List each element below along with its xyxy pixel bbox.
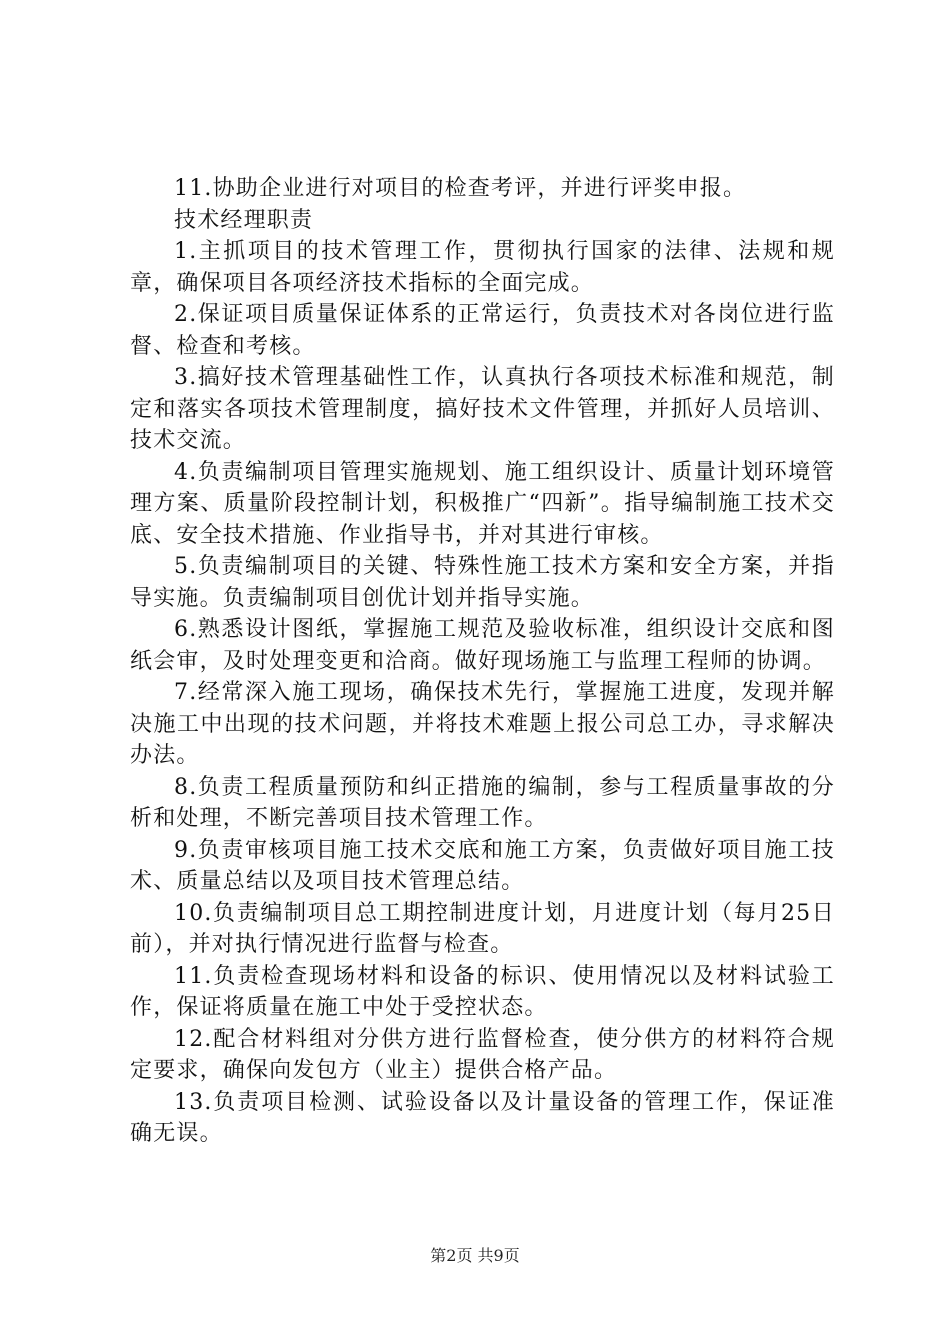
paragraph-duty-13: 13.负责项目检测、试验设备以及计量设备的管理工作，保证准确无误。 <box>130 1089 835 1146</box>
page-number-label: 第2页 共9页 <box>430 1246 520 1265</box>
page-footer <box>0 1243 950 1266</box>
paragraph-duty-7: 7.经常深入施工现场，确保技术先行，掌握施工进度，发现并解决施工中出现的技术问题，并将技术难题上报公司总工办，寻求解决办法。 <box>130 680 835 768</box>
paragraph-duty-3: 3.搞好技术管理基础性工作，认真执行各项技术标准和规范，制定和落实各项技术管理制度，搞好技术文件管理，并抓好人员培训、技术交流。 <box>130 365 835 453</box>
paragraph-duty-5: 5.负责编制项目的关键、特殊性施工技术方案和安全方案，并指导实施。负责编制项目创优计划并指导实施。 <box>130 554 835 611</box>
paragraph-duty-12: 12.配合材料组对分供方进行监督检查，使分供方的材料符合规定要求，确保向发包方（业主）提供合格产品。 <box>130 1026 835 1083</box>
document-body <box>130 173 835 1150</box>
paragraph-duty-4: 4.负责编制项目管理实施规划、施工组织设计、质量计划环境管理方案、质量阶段控制计划，积极推广“四新”。指导编制施工技术交底、安全技术措施、作业指导书，并对其进行审核。 <box>130 459 835 548</box>
paragraph-duty-2: 2.保证项目质量保证体系的正常运行，负责技术对各岗位进行监督、检查和考核。 <box>130 302 835 359</box>
paragraph-duty-11: 11.负责检查现场材料和设备的标识、使用情况以及材料试验工作，保证将质量在施工中处于受控状态。 <box>130 963 835 1020</box>
paragraph-duty-1: 1.主抓项目的技术管理工作，贯彻执行国家的法律、法规和规章，确保项目各项经济技术指标的全面完成。 <box>130 239 835 296</box>
section-heading: 技术经理职责 <box>174 207 314 233</box>
paragraph-duty-8: 8.负责工程质量预防和纠正措施的编制，参与工程质量事故的分析和处理，不断完善项目技术管理工作。 <box>130 774 835 831</box>
paragraph-duty-9: 9.负责审核项目施工技术交底和施工方案，负责做好项目施工技术、质量总结以及项目技术管理总结。 <box>130 837 835 894</box>
paragraph-duty-6: 6.熟悉设计图纸，掌握施工规范及验收标准，组织设计交底和图纸会审，及时处理变更和洽商。做好现场施工与监理工程师的协调。 <box>130 617 835 674</box>
paragraph-duty-10: 10.负责编制项目总工期控制进度计划，月进度计划（每月25日前），并对执行情况进行监督与检查。 <box>130 900 835 957</box>
paragraph-item-11-evaluation: 11.协助企业进行对项目的检查考评，并进行评奖申报。 <box>174 176 747 201</box>
